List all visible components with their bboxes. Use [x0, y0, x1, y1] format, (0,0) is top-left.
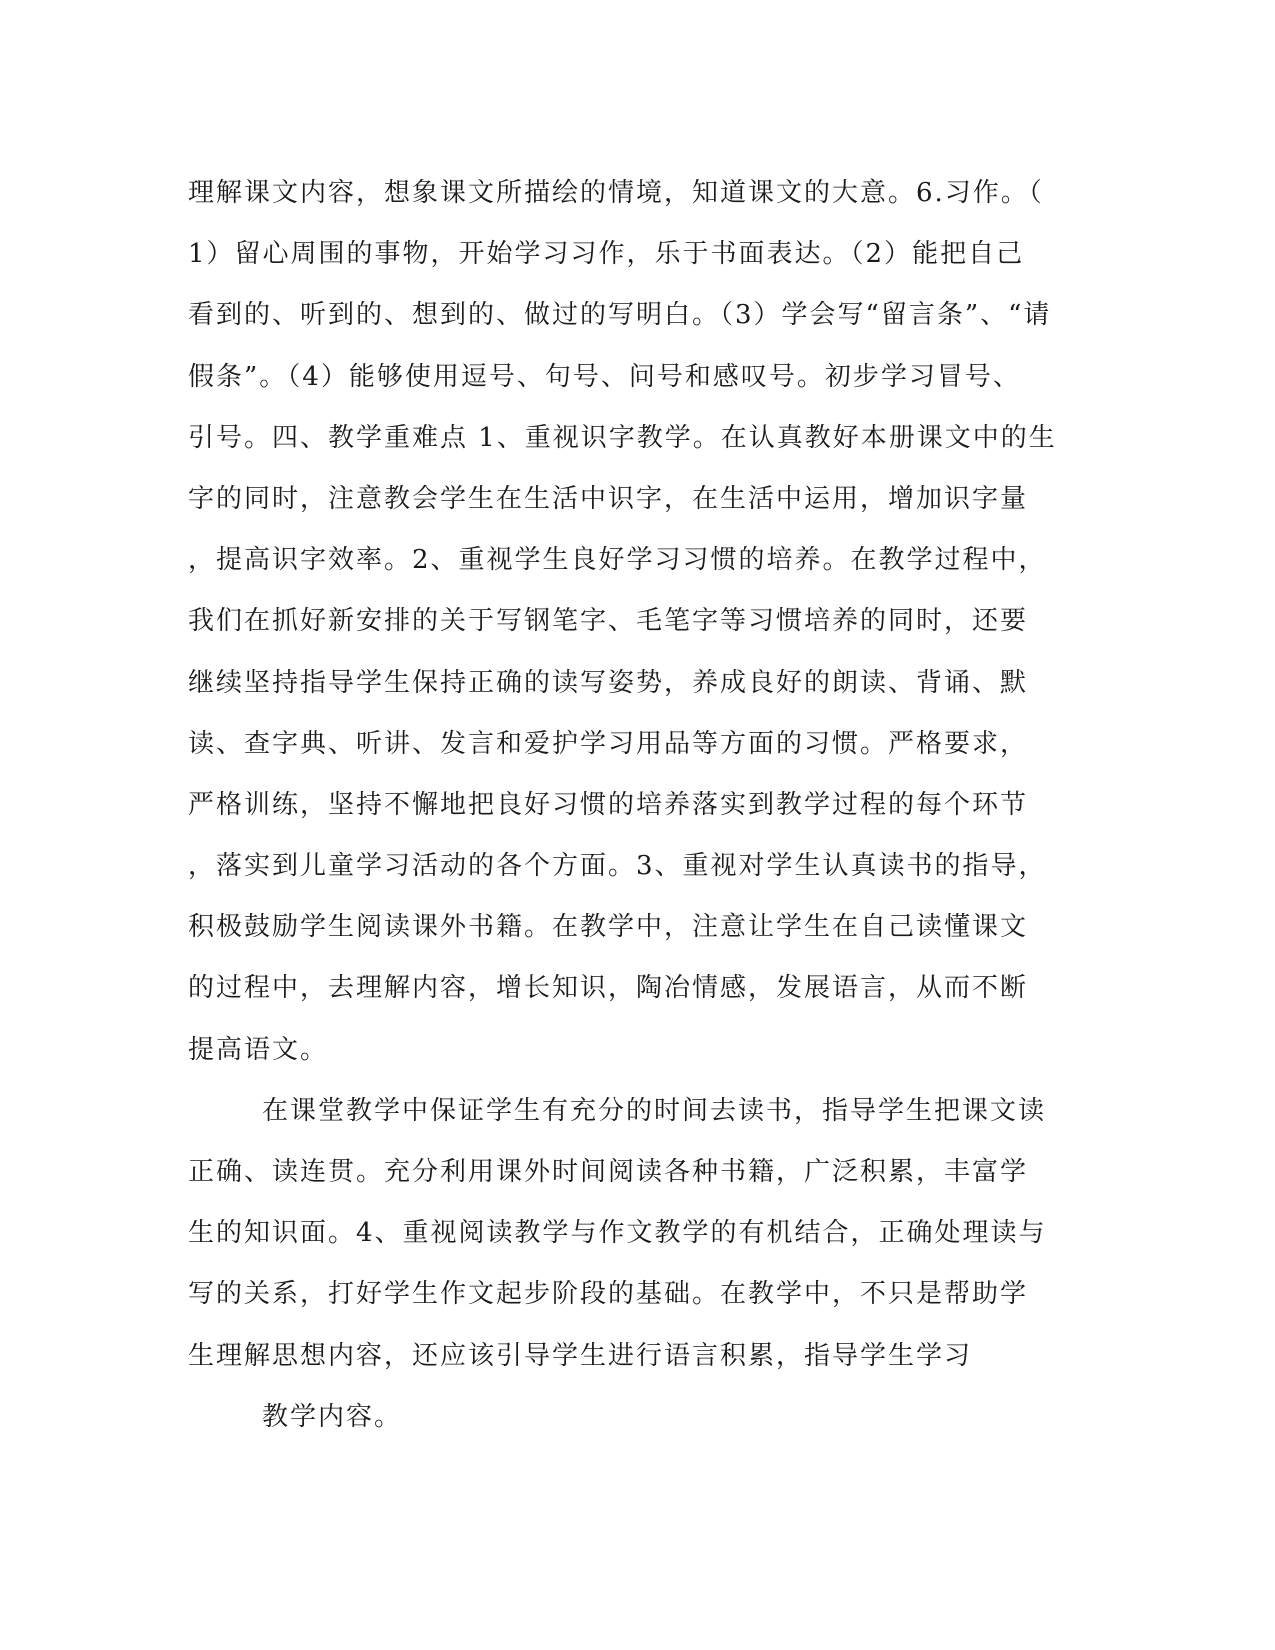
text-line: ，落实到儿童学习活动的各个方面。3、重视对学生认真读书的指导， [188, 851, 1047, 882]
text-line: 看到的、听到的、想到的、做过的写明白。（3）学会写“留言条”、“请 [188, 300, 1052, 331]
text-line: 读、查字典、听讲、发言和爱护学习用品等方面的习惯。严格要求， [188, 728, 1029, 759]
text-line: 引号。四、教学重难点 1、重视识字教学。在认真教好本册课文中的生 [188, 422, 1057, 453]
text-line: 假条”。（4）能够使用逗号、句号、问号和感叹号。初步学习冒号、 [188, 361, 1021, 392]
text-line-indented: 在课堂教学中保证学生有充分的时间去读书，指导学生把课文读 [262, 1095, 1047, 1126]
text-line: ，提高识字效率。2、重视学生良好学习习惯的培养。在教学过程中， [188, 545, 1047, 576]
text-line: 继续坚持指导学生保持正确的读写姿势，养成良好的朗读、背诵、默 [188, 667, 1029, 698]
text-line: 积极鼓励学生阅读课外书籍。在教学中，注意让学生在自己读懂课文 [188, 912, 1029, 943]
text-line: 字的同时，注意教会学生在生活中识字，在生活中运用，增加识字量 [188, 483, 1029, 514]
body-text [188, 163, 1088, 1448]
text-line: 提高语文。 [188, 1034, 329, 1065]
text-line: 写的关系，打好学生作文起步阶段的基础。在教学中，不只是帮助学 [188, 1279, 1029, 1310]
text-line: 生理解思想内容，还应该引导学生进行语言积累，指导学生学习 [188, 1340, 973, 1371]
text-line-indented: 教学内容。 [262, 1401, 403, 1432]
text-line: 我们在抓好新安排的关于写钢笔字、毛笔字等习惯培养的同时，还要 [188, 606, 1029, 637]
text-line: 正确、读连贯。充分利用课外时间阅读各种书籍，广泛积累，丰富学 [188, 1157, 1029, 1187]
text-line: 1）留心周围的事物，开始学习习作，乐于书面表达。（2）能把自己 [188, 239, 1025, 270]
text-line: 理解课文内容，想象课文所描绘的情境，知道课文的大意。6.习作。（ [188, 178, 1044, 208]
text-line: 的过程中，去理解内容，增长知识，陶冶情感，发展语言，从而不断 [188, 973, 1029, 1004]
text-line: 严格训练，坚持不懈地把良好习惯的培养落实到教学过程的每个环节 [188, 789, 1029, 820]
text-line: 生的知识面。4、重视阅读教学与作文教学的有机结合，正确处理读与 [188, 1218, 1047, 1249]
